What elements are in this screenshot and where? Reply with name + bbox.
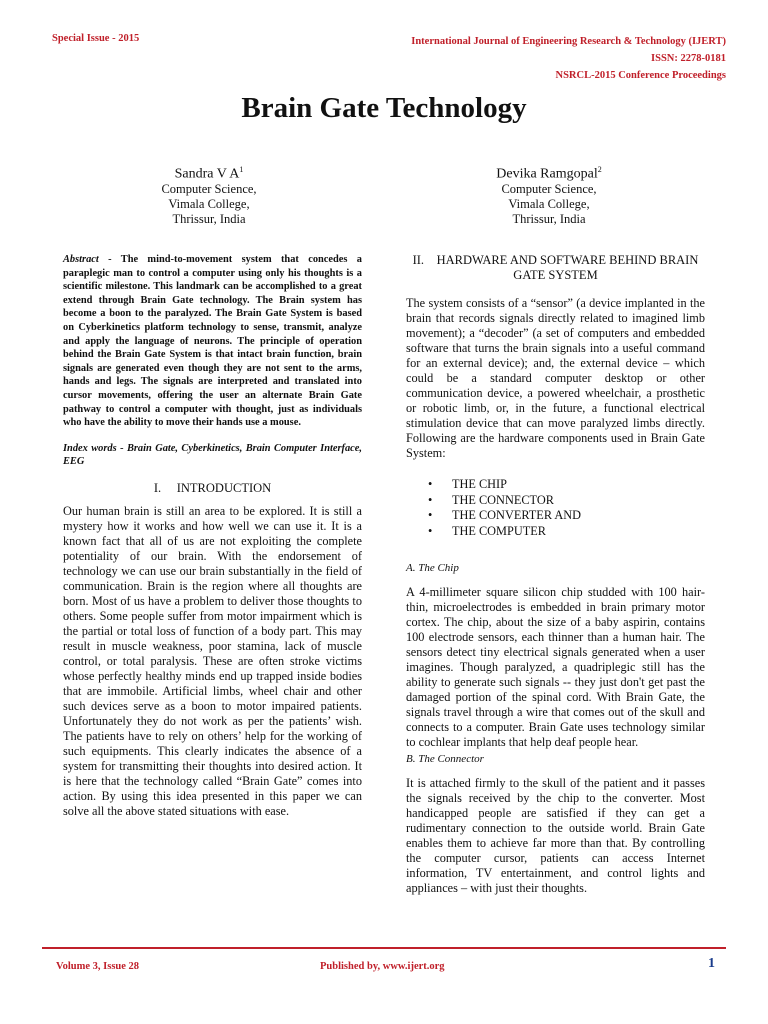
list-item-text: THE CONNECTOR: [452, 492, 554, 507]
author-name-1: Sandra V A: [174, 166, 240, 182]
subsection-title-connector: B. The Connector: [406, 753, 484, 765]
connector-paragraph: It is attached firmly to the skull of the patient and it passes the signals received by the chip to the converter. Most handicapped people are satisfied if they can get a rudimentary connection to the outside world. Brain Gate enables them to achieve far more than that. By controlling the computer cursor, patients can access Internet information, TV entertainment, and control lights and appliances – with just their thoughts.: [406, 776, 705, 895]
list-item-text: THE COMPUTER: [452, 523, 546, 538]
paper-title: Brain Gate Technology: [241, 92, 527, 124]
bullet-glyph: •: [428, 492, 433, 507]
author-block-1: [114, 162, 304, 227]
author-dept-1: Computer Science,: [161, 181, 257, 196]
abstract-label: Abstract: [63, 254, 99, 265]
keywords: Index words - Brain Gate, Cyberkinetics, Brain Computer Interface, EEG: [63, 442, 362, 468]
components-list: [406, 477, 705, 539]
left-column: [63, 253, 362, 819]
header-journal-block: [411, 33, 726, 84]
page-number: 1: [708, 956, 715, 971]
header-proceedings: NSRCL-2015 Conference Proceedings: [555, 70, 726, 81]
bullet-glyph: •: [428, 523, 433, 538]
author-name-2: Devika Ramgopal: [496, 166, 598, 182]
subsection-title-chip: A. The Chip: [406, 562, 459, 574]
header-issn: ISSN: 2278-0181: [651, 53, 726, 64]
author-block-2: [454, 162, 644, 227]
section-title-1: INTRODUCTION: [176, 480, 272, 495]
hardware-paragraph: The system consists of a “sensor” (a device implanted in the brain that records signals directly related to imagined limb movement); a “decoder” (a set of computers and embedded software that turns the brain signals into a useful command for an external device); and, the external device – which could be a standard computer desktop or other communication device, a powered wheelchair, a prosthetic or robotic limb, or, in the future, a functional electrical stimulation device that can move paralyzed limbs directly. Following are the hardware components used in Brain Gate System:: [406, 296, 705, 460]
list-item-text: THE CHIP: [452, 477, 507, 491]
bullet-glyph: •: [428, 508, 433, 522]
list-item: [406, 477, 705, 493]
section-number-1: I.: [153, 480, 162, 495]
section-title-2: HARDWARE AND SOFTWARE BEHIND BRAIN GATE SYSTEM: [436, 253, 699, 282]
footer-rule: [42, 947, 726, 949]
author-college-1: Vimala College,: [168, 196, 250, 211]
section-heading-hardware: [406, 253, 705, 283]
bullet-glyph: •: [428, 477, 433, 491]
footer-volume: Volume 3, Issue 28: [56, 961, 140, 972]
footer-publisher: Published by, www.ijert.org: [320, 961, 445, 972]
author-city-1: Thrissur, India: [172, 211, 246, 226]
list-item: [406, 493, 705, 509]
author-city-2: Thrissur, India: [512, 211, 586, 226]
author-sup-2: 2: [597, 165, 602, 174]
list-item: [406, 524, 705, 540]
author-sup-1: 1: [239, 165, 244, 174]
author-dept-2: Computer Science,: [501, 181, 597, 196]
abstract: [63, 253, 362, 430]
section-number-2: II.: [412, 253, 425, 267]
header-journal: International Journal of Engineering Research & Technology (IJERT): [411, 36, 726, 47]
list-item-text: THE CONVERTER AND: [452, 508, 582, 522]
author-college-2: Vimala College,: [508, 196, 590, 211]
header-issue: Special Issue - 2015: [52, 33, 140, 44]
list-item: [406, 508, 705, 524]
abstract-text: - The mind-to-movement system that concedes a paraplegic man to control a computer using only his thoughts is a scientific milestone. This landmark can be accomplished to a great extend through Brain Gate technology. The Brain system has become a boon to the paralyzed. The Brain Gate System is based on Cyberkinetics platform technology to sense, transmit, analyze and apply the language of neurons. The principle of operation behind the Brain Gate System is that intact brain function, brain signals are generated even though they are not sent to the arms, hands and legs. The signals are interpreted and translated into cursor movements, offering the user an alternate Brain Gate pathway to control a computer with thought, just as individuals who have the ability to move their hands use a mouse.: [63, 254, 362, 429]
section-heading-introduction: [63, 481, 362, 496]
chip-paragraph: A 4-millimeter square silicon chip studded with 100 hair-thin, microelectrodes is embedded in brain primary motor cortex. The chip, about the size of a baby aspirin, contains 100 electrode sensors, each thinner than a human hair. The sensors detect tiny electrical signals generated when a user imagines. Though paralyzed, a quadriplegic still has the ability to generate such signals -- they just don't get past the damaged portion of the spinal cord. With Brain Gate, the signals travel through a wire that comes out of the skull and connects to a computer. Brain Gate uses technology similar to cochlear implants that help deaf people hear.: [406, 585, 705, 749]
introduction-paragraph: Our human brain is still an area to be explored. It is still a mystery how it works and how well we can use it. It is a known fact that all of us are not exploiting the complete potentiality of our brain. With the endorsement of technology we can use our brain substantially in the field of communication. Brain is the region where all thoughts are born. Most of us have a problem to deliver those thoughts to others. Some people suffer from motor impairment which is the partial or total loss of function of a body part. This may result in muscle weakness, poor stamina, lack of muscle control, or total paralysis. These are often stroke victims whose perfectly healthy minds end up trapped inside bodies that are immobile. Artificial limbs, wheel chair and other such devices serve as a boon to motor impaired patients. Unfortunately they do not work as per the patients’ wish. The patients have to rely on others’ help for the working of such equipments. This clearly indicates the absence of a system for transmitting their thoughts into desired action. It is here that the technology called “Brain Gate” comes into action. By using this idea presented in this paper we can solve all the above stated situations with ease.: [63, 503, 362, 818]
right-column: [406, 253, 705, 896]
